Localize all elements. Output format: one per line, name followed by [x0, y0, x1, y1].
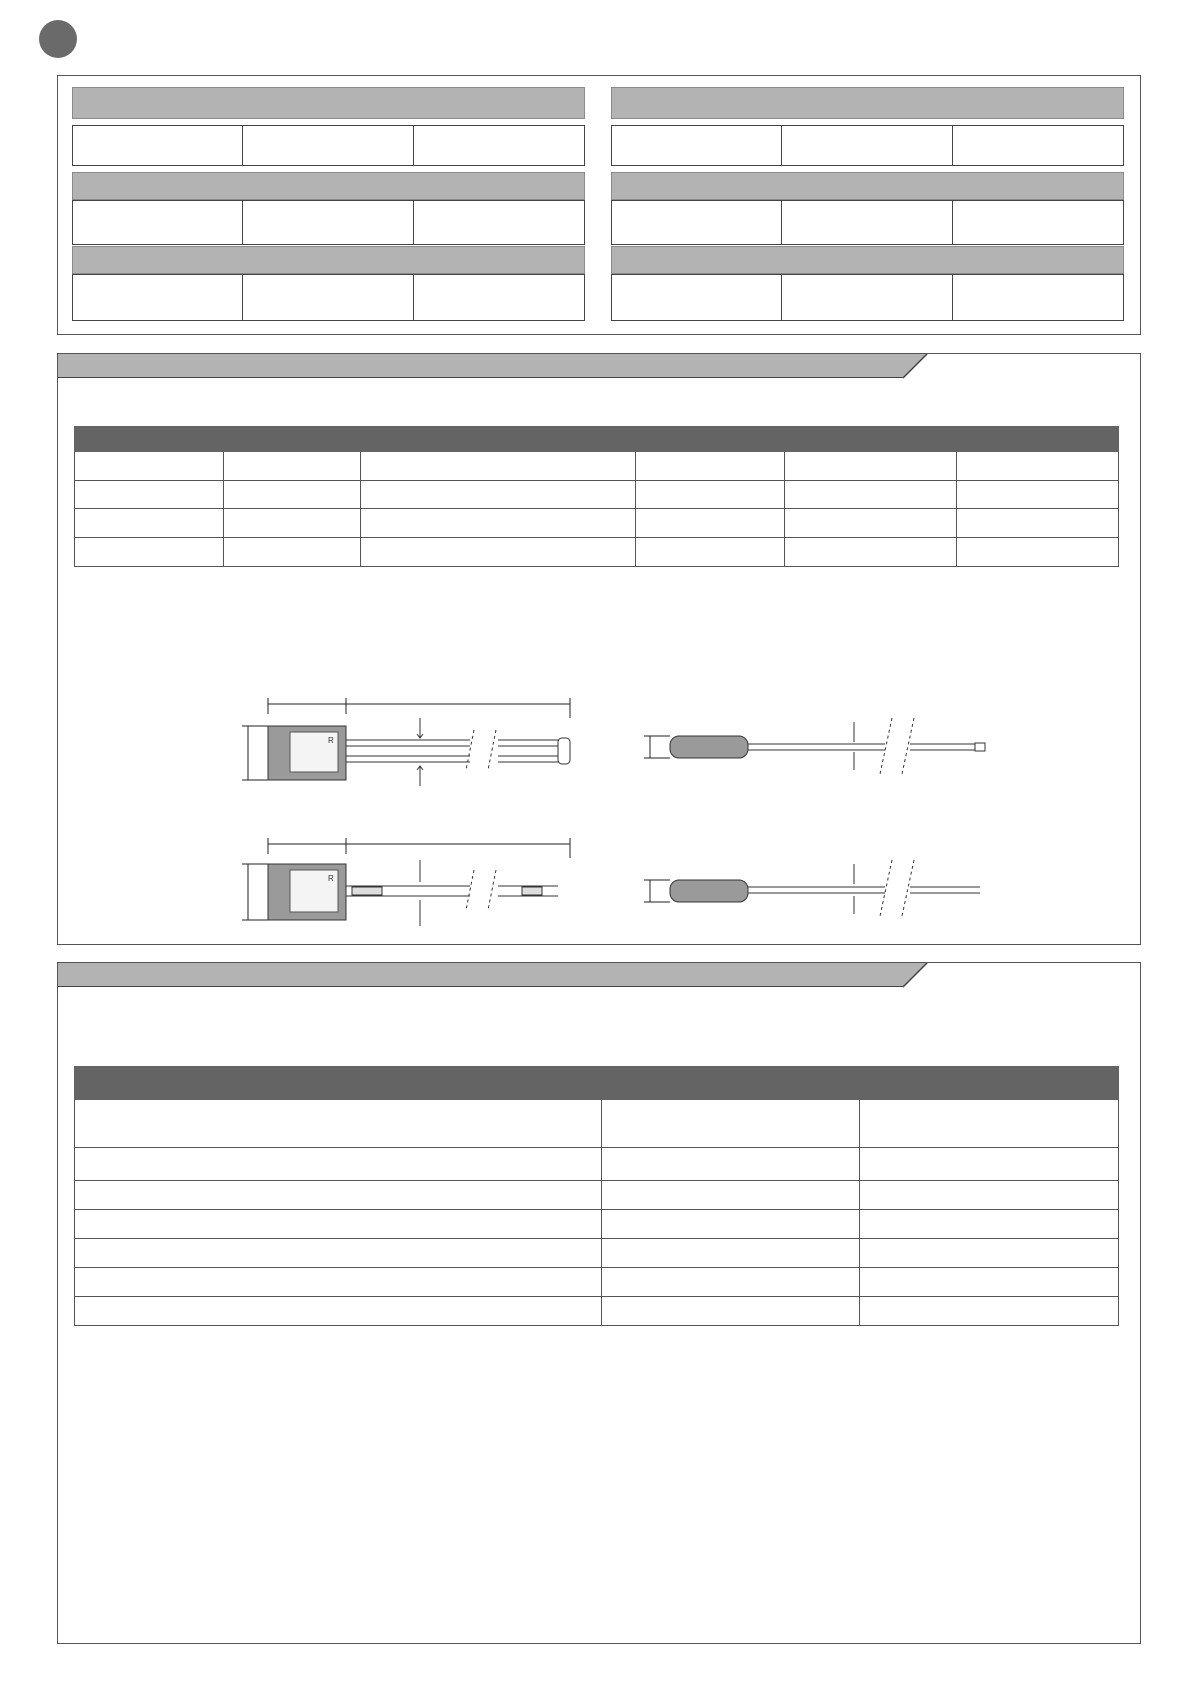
left-row-1-cell-3 [413, 125, 585, 166]
left-row-1-cell-2 [242, 125, 414, 166]
dimensions-section-tab [58, 354, 927, 378]
dimensions-tab-edge [900, 354, 930, 380]
specifications-section-tab [58, 963, 927, 987]
right-panel-header [611, 87, 1124, 119]
table-row [75, 1210, 1119, 1239]
table-row [75, 1297, 1119, 1326]
left-row-2-cell-1 [72, 200, 243, 245]
operator-belt-side-view [240, 690, 590, 790]
table-row [75, 509, 1119, 538]
operator-belt-top-view [640, 708, 1000, 778]
table-row [75, 1100, 1119, 1148]
dimensions-table [74, 426, 1119, 567]
operator-chain-top-view [640, 850, 1000, 920]
svg-text:R: R [328, 736, 334, 745]
right-row-1-cell-3 [952, 125, 1124, 166]
specifications-table-header [75, 1067, 1119, 1100]
left-row-3-cell-1 [72, 274, 243, 321]
left-row-3-cell-3 [413, 274, 585, 321]
right-row-3-cell-2 [781, 274, 953, 321]
right-panel-subheader-2 [611, 246, 1124, 274]
table-row [75, 452, 1119, 481]
right-row-1-cell-1 [611, 125, 782, 166]
left-row-2-cell-2 [242, 200, 414, 245]
right-panel-subheader-1 [611, 172, 1124, 200]
table-row [75, 538, 1119, 567]
specifications-table [74, 1066, 1119, 1326]
left-panel-header [72, 87, 585, 119]
table-row [75, 1239, 1119, 1268]
right-row-2-cell-1 [611, 200, 782, 245]
table-row [75, 481, 1119, 509]
right-row-3-cell-3 [952, 274, 1124, 321]
left-row-2-cell-3 [413, 200, 585, 245]
left-row-1-cell-1 [72, 125, 243, 166]
right-row-2-cell-3 [952, 200, 1124, 245]
table-row [75, 1181, 1119, 1210]
right-row-2-cell-2 [781, 200, 953, 245]
left-row-3-cell-2 [242, 274, 414, 321]
left-panel-subheader-2 [72, 246, 585, 274]
right-row-1-cell-2 [781, 125, 953, 166]
table-row [75, 1268, 1119, 1297]
right-row-3-cell-1 [611, 274, 782, 321]
specifications-tab-edge [900, 963, 930, 989]
svg-text:R: R [328, 874, 334, 883]
dimensions-table-header [75, 427, 1119, 452]
page-number-badge [39, 20, 77, 58]
operator-chain-side-view [240, 830, 590, 930]
left-panel-subheader-1 [72, 172, 585, 200]
table-row [75, 1148, 1119, 1181]
